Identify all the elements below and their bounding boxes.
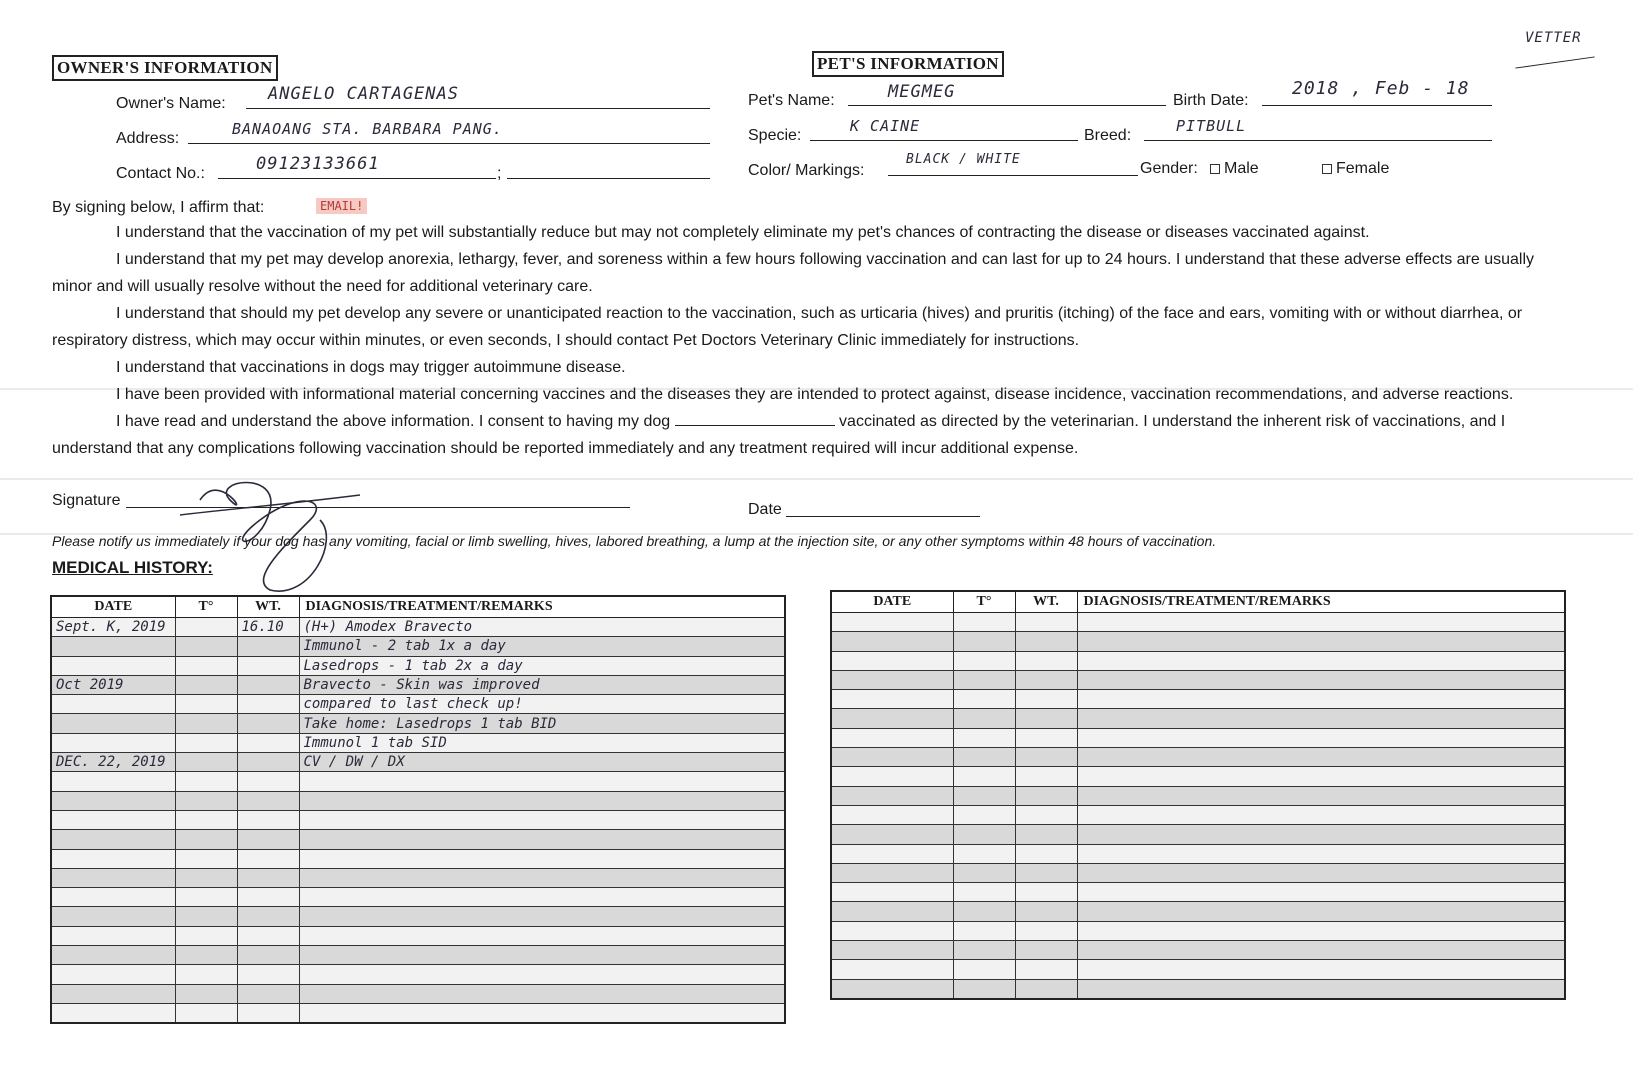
date-cell[interactable]	[831, 690, 953, 709]
weight-cell[interactable]	[237, 830, 299, 849]
weight-cell[interactable]	[237, 791, 299, 810]
date-cell[interactable]: Oct 2019	[51, 675, 175, 694]
temp-cell[interactable]	[175, 946, 237, 965]
remarks-cell[interactable]	[1077, 786, 1565, 805]
specie-label: Specie:	[748, 127, 802, 144]
weight-cell[interactable]	[1015, 728, 1077, 747]
remarks-cell[interactable]: Lasedrops - 1 tab 2x a day	[299, 656, 785, 675]
weight-cell[interactable]	[237, 926, 299, 945]
temp-cell[interactable]	[175, 907, 237, 926]
remarks-cell[interactable]	[299, 926, 785, 945]
date-cell[interactable]	[831, 728, 953, 747]
remarks-cell[interactable]: Bravecto - Skin was improved	[299, 675, 785, 694]
table-row	[831, 941, 1565, 960]
temp-cell[interactable]	[175, 888, 237, 907]
remarks-cell[interactable]	[299, 946, 785, 965]
table-row	[831, 902, 1565, 921]
table-row	[51, 733, 785, 752]
remarks-cell[interactable]	[1077, 805, 1565, 824]
consent-paragraphs	[52, 219, 1552, 462]
contact-alt-line[interactable]	[507, 178, 710, 179]
temp-cell[interactable]	[953, 825, 1015, 844]
col-temp: T°	[953, 591, 1015, 613]
weight-cell[interactable]: 16.10	[237, 618, 299, 637]
temp-cell[interactable]	[953, 767, 1015, 786]
consent-p1: I understand that the vaccination of my pet will substantially reduce but may not completely eliminate my pet's chances of contracting the disease or diseases vaccinated against.	[116, 224, 1370, 241]
temp-cell[interactable]	[175, 830, 237, 849]
date-cell[interactable]	[831, 825, 953, 844]
weight-cell[interactable]	[1015, 767, 1077, 786]
date-cell[interactable]	[51, 849, 175, 868]
weight-cell[interactable]	[1015, 844, 1077, 863]
weight-cell[interactable]	[1015, 670, 1077, 689]
weight-cell[interactable]	[237, 1003, 299, 1023]
weight-cell[interactable]	[237, 888, 299, 907]
gender-label: Gender:	[1140, 160, 1198, 177]
breed-line	[1144, 140, 1492, 141]
temp-cell[interactable]	[953, 786, 1015, 805]
remarks-cell[interactable]	[299, 888, 785, 907]
weight-cell[interactable]	[237, 656, 299, 675]
date-cell[interactable]	[831, 921, 953, 940]
weight-cell[interactable]	[1015, 651, 1077, 670]
temp-cell[interactable]	[953, 960, 1015, 979]
table-row	[831, 960, 1565, 979]
remarks-cell[interactable]	[1077, 728, 1565, 747]
specie-line	[810, 140, 1078, 141]
table-row	[51, 830, 785, 849]
medical-history-table-left	[50, 595, 786, 1024]
col-weight: WT.	[237, 596, 299, 618]
address-label: Address:	[116, 130, 180, 147]
corner-note-stroke	[1515, 56, 1594, 68]
temp-cell[interactable]	[953, 805, 1015, 824]
date-cell[interactable]	[831, 632, 953, 651]
table-row	[51, 984, 785, 1003]
date-cell[interactable]	[51, 772, 175, 791]
temp-cell[interactable]	[175, 695, 237, 714]
weight-cell[interactable]	[1015, 690, 1077, 709]
signature-scribble	[160, 460, 410, 600]
weight-cell[interactable]	[237, 637, 299, 656]
date-label: Date	[748, 501, 782, 518]
table-row	[831, 670, 1565, 689]
date-cell[interactable]	[831, 748, 953, 767]
remarks-cell[interactable]: Immunol - 2 tab 1x a day	[299, 637, 785, 656]
owner-name-field[interactable]: ANGELO CARTAGENAS	[268, 84, 459, 104]
remarks-cell[interactable]: CV / DW / DX	[299, 753, 785, 772]
weight-cell[interactable]	[237, 849, 299, 868]
table-row	[51, 791, 785, 810]
table-row	[831, 786, 1565, 805]
date-cell[interactable]	[51, 907, 175, 926]
temp-cell[interactable]	[175, 618, 237, 637]
temp-cell[interactable]	[175, 714, 237, 733]
date-cell[interactable]	[51, 868, 175, 887]
remarks-cell[interactable]	[299, 868, 785, 887]
email-stamp: EMAIL!	[316, 198, 367, 214]
weight-cell[interactable]	[1015, 825, 1077, 844]
table-row	[831, 709, 1565, 728]
table-row	[831, 632, 1565, 651]
date-cell[interactable]: DEC. 22, 2019	[51, 753, 175, 772]
birth-date-line	[1262, 105, 1492, 106]
weight-cell[interactable]	[237, 675, 299, 694]
temp-cell[interactable]	[175, 849, 237, 868]
remarks-cell[interactable]	[1077, 632, 1565, 651]
consent-p5: I have been provided with informational material concerning vaccines and the diseases they are intended to protect against, disease incidence, vaccination recommendations, and adverse reactions.	[116, 386, 1514, 403]
temp-cell[interactable]	[953, 690, 1015, 709]
date-cell[interactable]	[831, 651, 953, 670]
consent-p3: I understand that should my pet develop any severe or unanticipated reaction to the vaccination, such as urticaria (hives) and pruritis (itching) of the face and ears, vomiting with or without diarrhea, or respiratory distress, which may occur within minutes, or even seconds, I should contact Pet Doctors Veterinary Clinic immediately for instructions.	[52, 305, 1523, 349]
weight-cell[interactable]	[237, 733, 299, 752]
temp-cell[interactable]	[953, 863, 1015, 882]
owner-info-heading: OWNER'S INFORMATION	[52, 55, 278, 81]
table-row	[51, 888, 785, 907]
weight-cell[interactable]	[1015, 709, 1077, 728]
remarks-cell[interactable]: Immunol 1 tab SID	[299, 733, 785, 752]
weight-cell[interactable]	[237, 946, 299, 965]
breed-field[interactable]: PITBULL	[1176, 117, 1247, 135]
remarks-cell[interactable]: (H+) Amodex Bravecto	[299, 618, 785, 637]
remarks-cell[interactable]	[299, 965, 785, 984]
remarks-cell[interactable]	[299, 810, 785, 829]
temp-cell[interactable]	[953, 902, 1015, 921]
table-row	[831, 921, 1565, 940]
table-row	[51, 907, 785, 926]
weight-cell[interactable]	[1015, 902, 1077, 921]
table-row	[51, 656, 785, 675]
temp-cell[interactable]	[953, 670, 1015, 689]
date-cell[interactable]	[831, 979, 953, 999]
owner-name-line	[246, 108, 710, 109]
table-row	[51, 926, 785, 945]
remarks-cell[interactable]	[299, 830, 785, 849]
date-cell[interactable]: Sept. K, 2019	[51, 618, 175, 637]
weight-cell[interactable]	[237, 810, 299, 829]
date-line[interactable]	[786, 516, 980, 517]
date-cell[interactable]	[51, 965, 175, 984]
remarks-cell[interactable]	[1077, 748, 1565, 767]
table-row	[51, 637, 785, 656]
date-cell[interactable]	[51, 946, 175, 965]
remarks-cell[interactable]	[299, 907, 785, 926]
consent-p6b: vaccinated as directed by the veterinarian. I understand the inherent risk of vaccinations, and I understand that any complications following vaccination should be reported immediately and any treatment required will incur additional expense.	[52, 413, 1506, 457]
remarks-cell[interactable]	[1077, 844, 1565, 863]
table-row	[831, 863, 1565, 882]
date-cell[interactable]	[51, 888, 175, 907]
table-row	[51, 675, 785, 694]
remarks-cell[interactable]	[1077, 709, 1565, 728]
pet-info-heading: PET'S INFORMATION	[812, 51, 1004, 77]
remarks-cell[interactable]	[1077, 921, 1565, 940]
remarks-cell[interactable]: Take home: Lasedrops 1 tab BID	[299, 714, 785, 733]
weight-cell[interactable]	[237, 695, 299, 714]
weight-cell[interactable]	[1015, 863, 1077, 882]
notify-notice: Please notify us immediately if your dog has any vomiting, facial or limb swelling, hives, labored breathing, a lump at the injection site, or any other symptoms within 48 hours of vaccination.	[52, 533, 1217, 549]
temp-cell[interactable]	[953, 748, 1015, 767]
temp-cell[interactable]	[175, 791, 237, 810]
table-row	[831, 805, 1565, 824]
table-row	[51, 618, 785, 637]
table-row	[831, 767, 1565, 786]
temp-cell[interactable]	[175, 868, 237, 887]
gender-female-option[interactable]	[1322, 160, 1389, 178]
table-row	[831, 728, 1565, 747]
remarks-cell[interactable]	[299, 849, 785, 868]
birth-date-field[interactable]: 2018 , Feb - 18	[1292, 78, 1470, 99]
temp-cell[interactable]	[953, 941, 1015, 960]
table-row	[51, 965, 785, 984]
weight-cell[interactable]	[1015, 748, 1077, 767]
col-date: DATE	[51, 596, 175, 618]
col-temp: T°	[175, 596, 237, 618]
date-cell[interactable]	[831, 960, 953, 979]
date-cell[interactable]	[831, 883, 953, 902]
temp-cell[interactable]	[175, 675, 237, 694]
corner-note: VETTER	[1525, 30, 1582, 46]
col-remarks: DIAGNOSIS/TREATMENT/REMARKS	[299, 596, 785, 618]
female-checkbox[interactable]	[1322, 164, 1332, 174]
remarks-cell[interactable]	[299, 984, 785, 1003]
table-row	[51, 946, 785, 965]
col-weight: WT.	[1015, 591, 1077, 613]
table-row	[831, 613, 1565, 632]
male-checkbox[interactable]	[1210, 164, 1220, 174]
temp-cell[interactable]	[953, 651, 1015, 670]
date-cell[interactable]	[51, 984, 175, 1003]
remarks-cell[interactable]	[1077, 979, 1565, 999]
temp-cell[interactable]	[175, 772, 237, 791]
remarks-cell[interactable]	[1077, 825, 1565, 844]
table-row	[51, 753, 785, 772]
table-row	[51, 714, 785, 733]
date-cell[interactable]	[51, 695, 175, 714]
medical-history-heading: MEDICAL HISTORY:	[52, 558, 213, 577]
color-line	[888, 175, 1138, 176]
consent-p6a: I have read and understand the above information. I consent to having my dog	[116, 413, 671, 430]
breed-label: Breed:	[1084, 127, 1132, 144]
birth-date-label: Birth Date:	[1173, 92, 1249, 109]
remarks-cell[interactable]	[1077, 670, 1565, 689]
date-cell[interactable]	[51, 637, 175, 656]
weight-cell[interactable]	[1015, 613, 1077, 632]
weight-cell[interactable]	[1015, 805, 1077, 824]
date-cell[interactable]	[831, 805, 953, 824]
weight-cell[interactable]	[237, 907, 299, 926]
temp-cell[interactable]	[953, 979, 1015, 999]
date-cell[interactable]	[51, 1003, 175, 1023]
date-cell[interactable]	[831, 941, 953, 960]
temp-cell[interactable]	[953, 728, 1015, 747]
temp-cell[interactable]	[175, 733, 237, 752]
remarks-cell[interactable]	[1077, 767, 1565, 786]
date-cell[interactable]	[51, 810, 175, 829]
temp-cell[interactable]	[175, 926, 237, 945]
remarks-cell[interactable]	[1077, 960, 1565, 979]
signature-label: Signature	[52, 492, 121, 509]
remarks-cell[interactable]	[1077, 941, 1565, 960]
temp-cell[interactable]	[953, 844, 1015, 863]
table-row	[831, 979, 1565, 999]
table-row	[51, 868, 785, 887]
temp-cell[interactable]	[175, 753, 237, 772]
temp-cell[interactable]	[953, 709, 1015, 728]
remarks-cell[interactable]	[1077, 690, 1565, 709]
gender-male-option[interactable]	[1210, 160, 1259, 178]
consent-p6	[52, 408, 1552, 462]
remarks-cell[interactable]: compared to last check up!	[299, 695, 785, 714]
date-cell[interactable]	[831, 786, 953, 805]
col-remarks: DIAGNOSIS/TREATMENT/REMARKS	[1077, 591, 1565, 613]
pet-name-field[interactable]: MEGMEG	[888, 82, 956, 102]
date-cell[interactable]	[51, 714, 175, 733]
table-row	[831, 825, 1565, 844]
temp-cell[interactable]	[953, 921, 1015, 940]
consent-p2: I understand that my pet may develop anorexia, lethargy, fever, and soreness within a few hours following vaccination and can last for up to 24 hours. I understand that these adverse effects are usually minor and will usually resolve without the need for additional veterinary care.	[52, 251, 1535, 295]
consent-p4: I understand that vaccinations in dogs may trigger autoimmune disease.	[116, 359, 626, 376]
color-field[interactable]: BLACK / WHITE	[906, 152, 1021, 167]
table-row	[831, 883, 1565, 902]
weight-cell[interactable]	[1015, 632, 1077, 651]
remarks-cell[interactable]	[1077, 902, 1565, 921]
remarks-cell[interactable]	[1077, 651, 1565, 670]
medical-history-table-right	[830, 590, 1566, 1000]
table-row	[831, 844, 1565, 863]
weight-cell[interactable]	[237, 714, 299, 733]
weight-cell[interactable]	[237, 965, 299, 984]
date-cell[interactable]	[831, 613, 953, 632]
date-cell[interactable]	[831, 844, 953, 863]
date-cell[interactable]	[51, 733, 175, 752]
weight-cell[interactable]	[237, 984, 299, 1003]
remarks-cell[interactable]	[1077, 613, 1565, 632]
date-cell[interactable]	[51, 656, 175, 675]
date-cell[interactable]	[51, 830, 175, 849]
remarks-cell[interactable]	[1077, 883, 1565, 902]
table-row	[831, 690, 1565, 709]
remarks-cell[interactable]	[299, 772, 785, 791]
male-label: Male	[1224, 160, 1259, 177]
table-row	[51, 849, 785, 868]
table-row	[831, 748, 1565, 767]
dog-name-blank[interactable]	[675, 413, 835, 426]
weight-cell[interactable]	[237, 772, 299, 791]
table-row	[51, 772, 785, 791]
contact-line	[218, 178, 496, 179]
date-cell[interactable]	[831, 767, 953, 786]
col-date: DATE	[831, 591, 953, 613]
date-cell[interactable]	[831, 670, 953, 689]
date-cell[interactable]	[51, 791, 175, 810]
consent-intro: By signing below, I affirm that:	[52, 199, 265, 216]
address-field[interactable]: BANAOANG STA. BARBARA PANG.	[232, 120, 503, 138]
address-line	[188, 143, 710, 144]
weight-cell[interactable]	[1015, 786, 1077, 805]
temp-cell[interactable]	[175, 810, 237, 829]
table-row	[51, 810, 785, 829]
temp-cell[interactable]	[175, 984, 237, 1003]
weight-cell[interactable]	[237, 868, 299, 887]
weight-cell[interactable]	[1015, 979, 1077, 999]
date-cell[interactable]	[51, 926, 175, 945]
weight-cell[interactable]	[1015, 960, 1077, 979]
color-label: Color/ Markings:	[748, 162, 865, 179]
date-cell[interactable]	[831, 709, 953, 728]
temp-cell[interactable]	[953, 613, 1015, 632]
temp-cell[interactable]	[175, 965, 237, 984]
weight-cell[interactable]	[1015, 883, 1077, 902]
date-cell[interactable]	[831, 863, 953, 882]
contact-field[interactable]: 09123133661	[256, 154, 380, 174]
pet-name-label: Pet's Name:	[748, 92, 835, 109]
pet-name-line	[848, 105, 1166, 106]
contact-separator: ;	[497, 165, 502, 182]
date-cell[interactable]	[831, 902, 953, 921]
weight-cell[interactable]	[1015, 921, 1077, 940]
weight-cell[interactable]	[1015, 941, 1077, 960]
table-row	[831, 651, 1565, 670]
remarks-cell[interactable]	[1077, 863, 1565, 882]
table-row	[51, 1003, 785, 1023]
temp-cell[interactable]	[953, 632, 1015, 651]
temp-cell[interactable]	[175, 656, 237, 675]
owner-name-label: Owner's Name:	[116, 95, 226, 112]
remarks-cell[interactable]	[299, 1003, 785, 1023]
specie-field[interactable]: K CAINE	[850, 117, 921, 135]
weight-cell[interactable]	[237, 753, 299, 772]
temp-cell[interactable]	[953, 883, 1015, 902]
contact-label: Contact No.:	[116, 165, 205, 182]
temp-cell[interactable]	[175, 637, 237, 656]
remarks-cell[interactable]	[299, 791, 785, 810]
table-row	[51, 695, 785, 714]
female-label: Female	[1336, 160, 1390, 177]
temp-cell[interactable]	[175, 1003, 237, 1023]
